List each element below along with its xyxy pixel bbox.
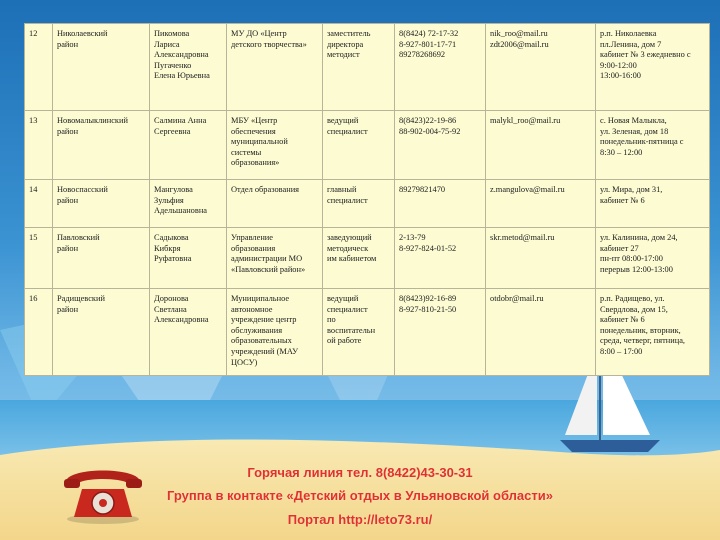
position-cell: ведущий специалист — [323, 111, 395, 180]
address-cell: р.п. Радищево, ул. Свердлова, дом 15, кабинет № 6 понедельник, вторник, среда, четверг, пятница, 8:00 – 17:00 — [596, 289, 710, 376]
email-cell[interactable]: nik_roo@mail.ru zdt2006@mail.ru — [486, 24, 596, 111]
contacts-table — [24, 23, 710, 376]
table-row — [25, 24, 710, 111]
organization-cell: МБУ «Центр обеспечения муниципальной системы образования» — [227, 111, 323, 180]
address-cell: ул. Мира, дом 31, кабинет № 6 — [596, 180, 710, 228]
contact-person-cell: Доронова Светлана Александровна — [150, 289, 227, 376]
district-cell: Павловский район — [53, 228, 150, 289]
contact-person-cell: Салмина Анна Сергеевна — [150, 111, 227, 180]
row-number: 12 — [25, 24, 53, 111]
district-cell: Радищевский район — [53, 289, 150, 376]
contact-person-cell: Мангулова Зульфия Адельшановна — [150, 180, 227, 228]
contact-person-cell: Садыкова Кибкря Руфатовна — [150, 228, 227, 289]
address-cell: р.п. Николаевка пл.Ленина, дом 7 кабинет № 3 ежедневно с 9:00-12:00 13:00-16:00 — [596, 24, 710, 111]
row-number: 14 — [25, 180, 53, 228]
position-cell: ведущий специалист по воспитательн ой работе — [323, 289, 395, 376]
row-number: 15 — [25, 228, 53, 289]
district-cell: Николаевский район — [53, 24, 150, 111]
table-row — [25, 111, 710, 180]
organization-cell: Муниципальное автономное учреждение центр обслуживания образовательных учреждений (МАУ ЦОСУ) — [227, 289, 323, 376]
portal-link[interactable]: Портал http://leto73.ru/ — [287, 512, 433, 527]
table-row — [25, 228, 710, 289]
position-cell: главный специалист — [323, 180, 395, 228]
contacts-table-container — [24, 23, 709, 376]
address-cell: ул. Калинина, дом 24, кабинет 27 пн-пт 08:00-17:00 перерыв 12:00-13:00 — [596, 228, 710, 289]
phone-cell: 8(8423)22-19-86 88-902-004-75-92 — [395, 111, 486, 180]
contact-person-cell: Пикомова Лариса Александровна Пугаченко Елена Юрьевна — [150, 24, 227, 111]
organization-cell: Управление образования администрации МО «Павловский район» — [227, 228, 323, 289]
email-cell[interactable]: otdobr@mail.ru — [486, 289, 596, 376]
row-number: 13 — [25, 111, 53, 180]
table-row — [25, 289, 710, 376]
address-cell: с. Новая Малыкла, ул. Зеленая, дом 18 понедельник-пятница с 8:30 – 12:00 — [596, 111, 710, 180]
hotline-text: Горячая линия тел. 8(8422)43-30-31 — [247, 465, 473, 480]
organization-cell: МУ ДО «Центр детского творчества» — [227, 24, 323, 111]
phone-cell: 2-13-79 8-927-824-01-52 — [395, 228, 486, 289]
district-cell: Новомалыклинский район — [53, 111, 150, 180]
table-row — [25, 180, 710, 228]
organization-cell: Отдел образования — [227, 180, 323, 228]
phone-cell: 8(8423)92-16-89 8-927-810-21-50 — [395, 289, 486, 376]
district-cell: Новоспасский район — [53, 180, 150, 228]
position-cell: заведующий методическ им кабинетом — [323, 228, 395, 289]
email-cell[interactable]: skr.metod@mail.ru — [486, 228, 596, 289]
email-cell[interactable]: z.mangulova@mail.ru — [486, 180, 596, 228]
row-number: 16 — [25, 289, 53, 376]
phone-cell: 89279821470 — [395, 180, 486, 228]
position-cell: заместитель директора методист — [323, 24, 395, 111]
vk-group-text: Группа в контакте «Детский отдых в Ульяновской области» — [167, 488, 553, 503]
email-cell[interactable]: malykl_roo@mail.ru — [486, 111, 596, 180]
phone-cell: 8(8424) 72-17-32 8-927-801-17-71 89278268692 — [395, 24, 486, 111]
